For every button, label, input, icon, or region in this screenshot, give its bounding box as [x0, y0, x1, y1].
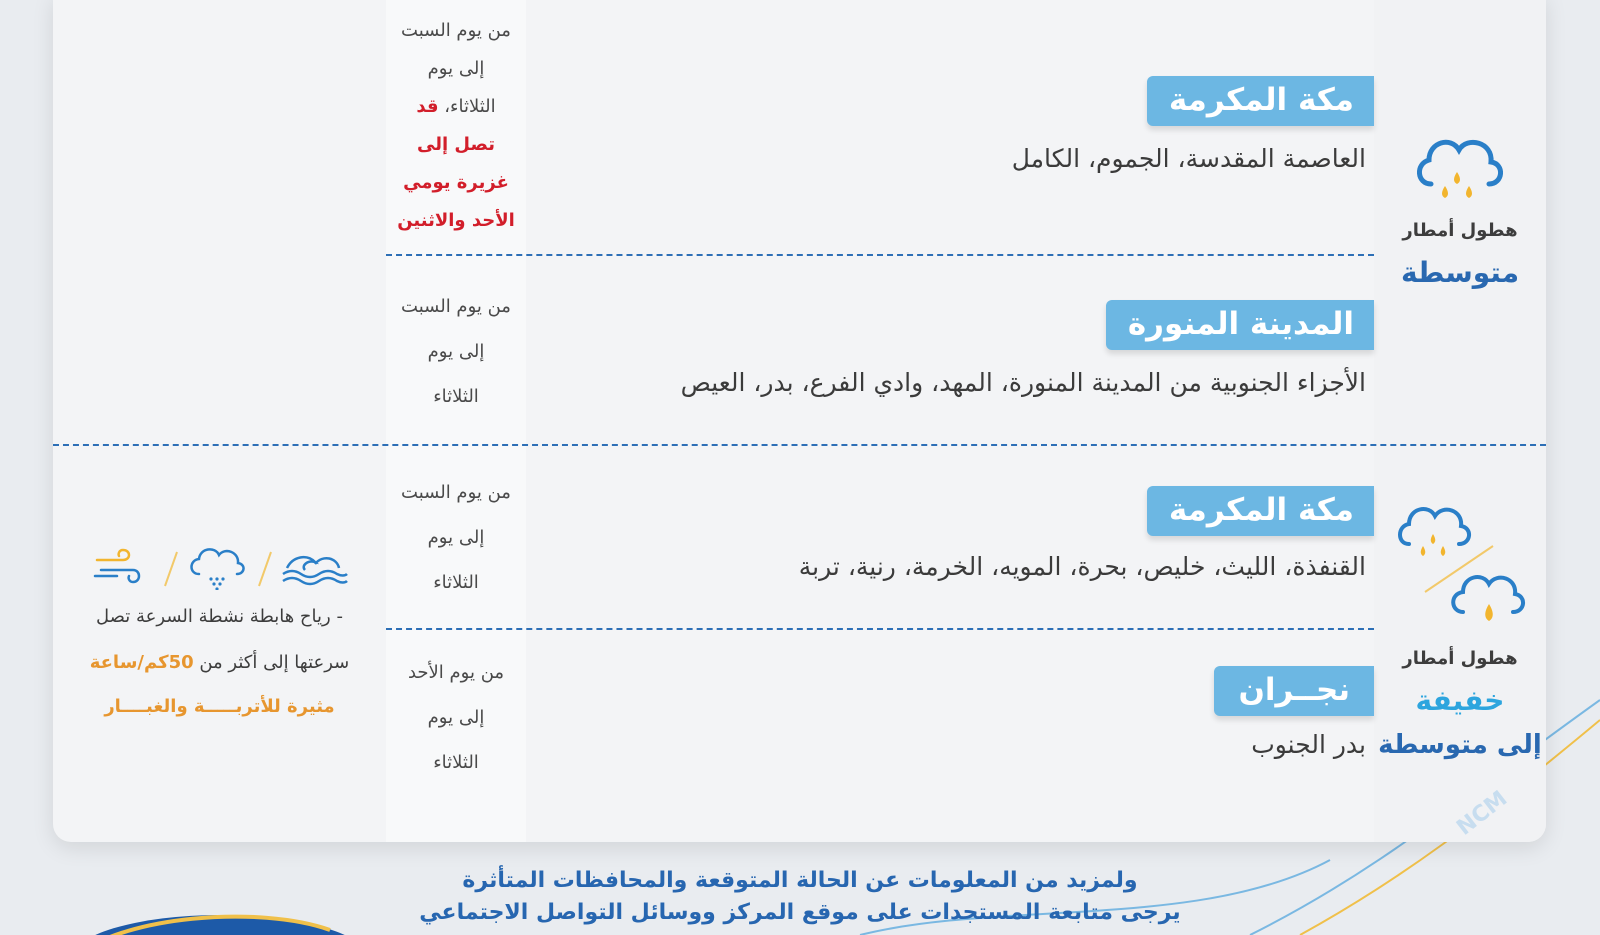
date-line: الثلاثاء: [433, 572, 479, 593]
region-banner: مكة المكرمة: [1147, 486, 1374, 536]
region-banner: المدينة المنورة: [1106, 300, 1374, 350]
region-banner: نجــران: [1214, 666, 1374, 716]
alert-text: تصل إلى: [417, 134, 495, 155]
date-range: [386, 470, 526, 605]
hazard-text-line: - رياح هابطة نشطة السرعة تصل: [96, 606, 343, 627]
date-line: من يوم السبت: [401, 296, 511, 317]
hazard-icons: [93, 546, 349, 590]
ncm-watermark: NCM: [1451, 786, 1512, 841]
rain-intensity: إلى متوسطة: [1378, 730, 1542, 760]
group-separator: [53, 444, 1546, 446]
date-line: من يوم الأحد: [407, 662, 505, 683]
row-separator: [386, 628, 1374, 630]
date-line: إلى يوم: [427, 58, 485, 79]
date-line: من يوم السبت: [401, 482, 511, 503]
date-line: إلى يوم: [427, 527, 485, 548]
footer-line: ولمزيد من المعلومات عن الحالة المتوقعة والمحافظات المتأثرة: [462, 868, 1138, 893]
light-to-moderate-rain-icon: [1393, 494, 1543, 644]
hazard-text: سرعتها إلى أكثر من: [199, 652, 350, 673]
date-line: من يوم السبت: [401, 20, 511, 41]
footer-line: يرجى متابعة المستجدات على موقع المركز ووسائل التواصل الاجتماعي: [419, 900, 1181, 925]
sea-waves-icon: [283, 557, 347, 584]
date-line: الثلاثاء: [433, 386, 479, 407]
governorates-list: العاصمة المقدسة، الجموم، الكامل: [1011, 144, 1366, 173]
rain-intensity: متوسطة: [1400, 256, 1520, 289]
date-range: [386, 284, 526, 419]
date-line: إلى يوم: [427, 707, 485, 728]
date-range: [386, 12, 526, 240]
date-day: الثلاثاء،: [444, 96, 496, 117]
region-banner: مكة المكرمة: [1147, 76, 1374, 126]
wind-icon: [95, 550, 139, 582]
governorates-list: بدر الجنوب: [1251, 730, 1366, 759]
date-line: الثلاثاء: [433, 752, 479, 773]
alert-text: غزيرة يومي: [403, 172, 509, 193]
alert-text: قد: [416, 96, 439, 117]
date-line: [386, 88, 526, 126]
alert-text: الأحد والاثنين: [397, 210, 515, 231]
rain-cloud-icon: [1409, 122, 1509, 212]
hazard-text-line: مثيرة للأتربـــــة والغبــــار: [104, 696, 335, 717]
date-range: [386, 650, 526, 785]
governorates-list: القنفذة، الليث، خليص، بحرة، المويه، الخرمة، رنية، تربة: [798, 552, 1366, 581]
hail-cloud-icon: [192, 549, 244, 590]
hazard-text-line: [53, 652, 386, 673]
wind-speed-value: 50كم/ساعة: [89, 652, 194, 673]
rain-intensity: خفيفة: [1415, 684, 1505, 717]
date-line: إلى يوم: [427, 341, 485, 362]
rain-label: هطول أمطار: [1402, 648, 1518, 669]
weather-table-card: [53, 0, 1546, 842]
row-separator: [386, 254, 1374, 256]
rain-label: هطول أمطار: [1402, 220, 1518, 241]
governorates-list: الأجزاء الجنوبية من المدينة المنورة، المهد، وادي الفرع، بدر، العيص: [680, 368, 1366, 397]
